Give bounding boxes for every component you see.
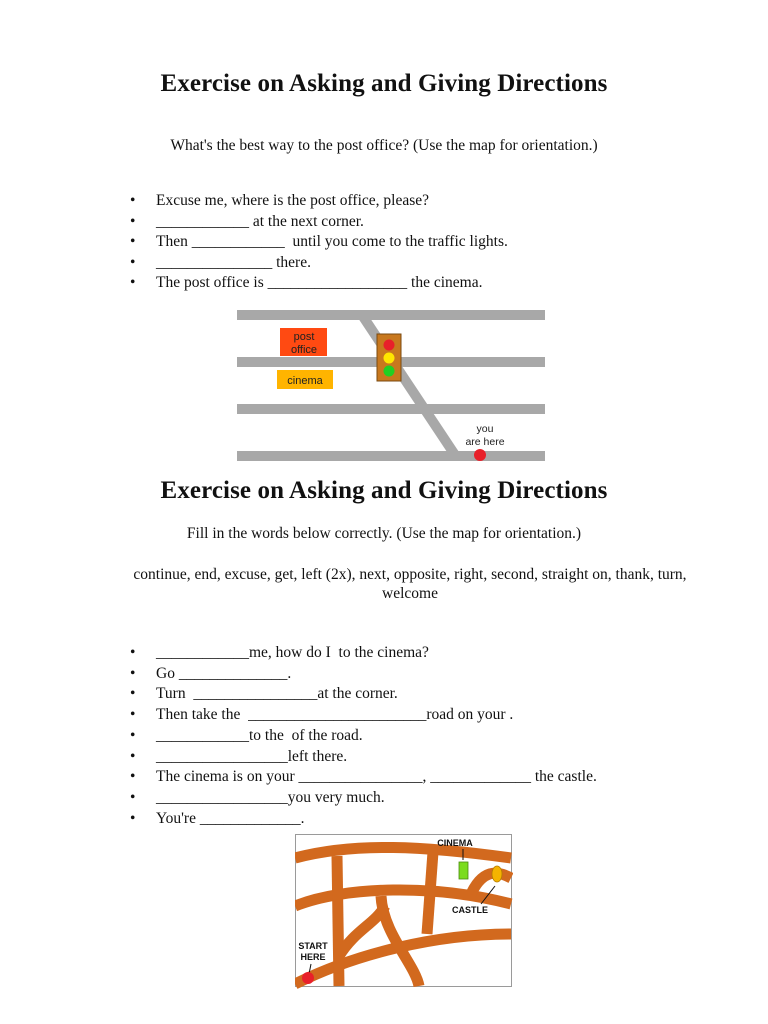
section1-sentence-list xyxy=(130,191,508,294)
you-label-2: are here xyxy=(465,436,505,448)
post-office-label-2: office xyxy=(290,344,318,356)
yellow-light-icon xyxy=(384,353,395,364)
castle-marker-icon xyxy=(492,866,502,882)
start-dot-icon xyxy=(302,972,314,984)
you-are-here-dot-icon xyxy=(474,449,486,461)
section1-title: Exercise on Asking and Giving Directions xyxy=(160,70,608,97)
list-item: • _______________ there. xyxy=(130,253,508,274)
list-item: • ____________me, how do I to the cinema? xyxy=(130,643,597,664)
cinema-map xyxy=(295,834,513,990)
list-item: • Excuse me, where is the post office, please? xyxy=(130,191,508,212)
list-item: • ____________to the of the road. xyxy=(130,726,597,747)
road xyxy=(237,404,545,414)
start-label-2: HERE xyxy=(300,952,326,962)
you-label-1: you xyxy=(476,423,494,435)
word-bank: continue, end, excuse, get, left (2x), next, opposite, right, second, straight on, thank, turn, welcome xyxy=(133,566,687,602)
castle-label: CASTLE xyxy=(452,905,488,915)
road xyxy=(237,310,545,320)
list-item: • Then ____________ until you come to the traffic lights. xyxy=(130,232,508,253)
list-item: • _________________you very much. xyxy=(130,788,597,809)
section1-instruction: What's the best way to the post office? (Use the map for orientation.) xyxy=(170,137,598,154)
cinema-marker-icon xyxy=(459,862,468,879)
cinema-map-svg xyxy=(295,834,513,990)
list-item: • Then take the _______________________road on your . xyxy=(130,705,597,726)
list-item: • The cinema is on your ________________, _____________ the castle. xyxy=(130,767,597,788)
list-item: • Turn ________________at the corner. xyxy=(130,684,597,705)
list-item: • You're _____________. xyxy=(130,809,597,830)
cinema-label: cinema xyxy=(287,375,323,387)
road xyxy=(237,451,545,461)
red-light-icon xyxy=(384,340,395,351)
section2-title: Exercise on Asking and Giving Directions xyxy=(160,477,608,504)
list-item: • ____________ at the next corner. xyxy=(130,212,508,233)
cinema-label: CINEMA xyxy=(437,838,473,848)
road xyxy=(427,852,433,934)
section2-sentence-list xyxy=(130,643,597,829)
green-light-icon xyxy=(384,366,395,377)
road xyxy=(337,856,339,986)
list-item: • The post office is __________________ the cinema. xyxy=(130,273,508,294)
post-office-map-svg xyxy=(237,310,547,462)
start-label-1: START xyxy=(298,941,328,951)
post-office-map xyxy=(237,310,547,462)
list-item: • _________________left there. xyxy=(130,747,597,768)
post-office-label-1: post xyxy=(293,331,315,343)
section2-instruction: Fill in the words below correctly. (Use the map for orientation.) xyxy=(186,525,582,542)
list-item: • Go ______________. xyxy=(130,664,597,685)
